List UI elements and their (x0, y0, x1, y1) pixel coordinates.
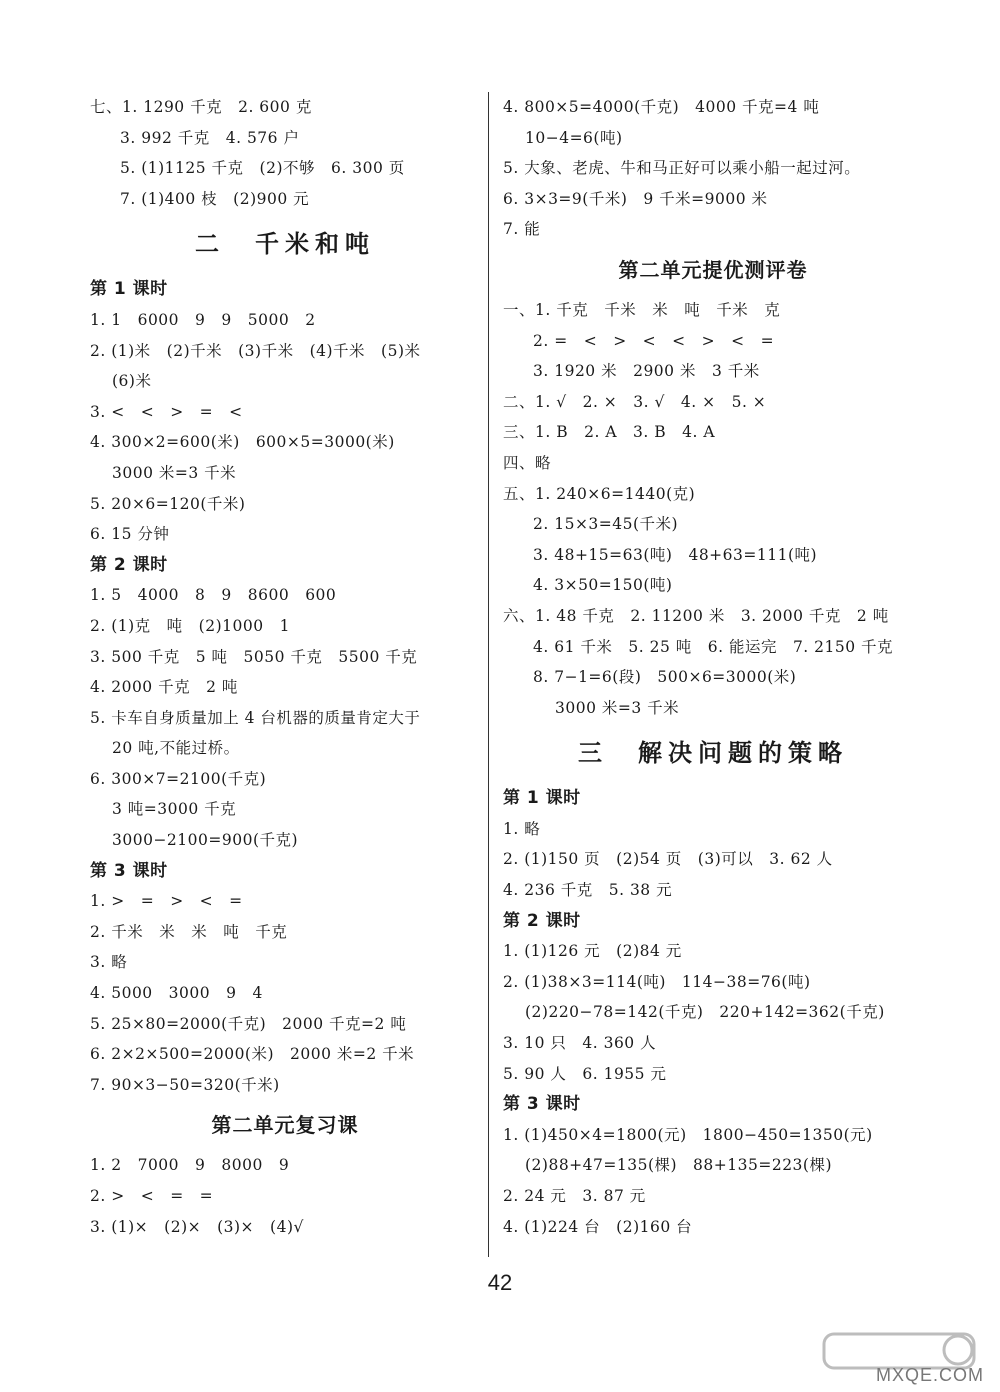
answer-line: 3. (1)× (2)× (3)× (4)√ (90, 1217, 304, 1236)
answer-line: 2. 15×3=45(千米) (533, 515, 679, 534)
lesson-heading: 第 2 课时 (90, 554, 168, 575)
answer-line: 2. (1)米 (2)千米 (3)千米 (4)千米 (5)米 (90, 341, 421, 360)
answer-line: 4. 236 千克 5. 38 元 (503, 881, 673, 900)
answer-line: (6)米 (112, 372, 152, 391)
answer-line: 3 吨=3000 千克 (112, 800, 237, 819)
answer-line: 3. < < > = < (90, 402, 243, 421)
lesson-heading: 第 2 课时 (503, 910, 581, 931)
answer-line: 1. 1 6000 9 9 5000 2 (90, 310, 316, 329)
answer-line: 1. 略 (503, 819, 541, 838)
answer-line: 五、1. 240×6=1440(克) (503, 484, 696, 503)
answer-line: 1. (1)450×4=1800(元) 1800−450=1350(元) (503, 1125, 873, 1144)
answer-line: 6. 300×7=2100(千克) (90, 769, 267, 788)
answer-line: 一、1. 千克 千米 米 吨 千米 克 (503, 300, 781, 319)
watermark-site: MXQE.COM (875, 1365, 984, 1385)
answer-line: 2. (1)克 吨 (2)1000 1 (90, 616, 290, 635)
answer-line: 3000 米=3 千米 (555, 698, 680, 717)
answer-line: 5. 25×80=2000(千克) 2000 千克=2 吨 (90, 1014, 407, 1033)
watermark-logo (820, 1330, 990, 1388)
unit-title: 第二单元复习课 (211, 1113, 359, 1138)
answer-line: 4. 800×5=4000(千克) 4000 千克=4 吨 (503, 98, 820, 116)
answer-line: 4. 61 千米 5. 25 吨 6. 能运完 7. 2150 千克 (533, 637, 894, 656)
section-title: 三 解决问题的策略 (578, 739, 848, 768)
answer-line: 3. 500 千克 5 吨 5050 千克 5500 千克 (90, 647, 418, 666)
answer-line: 二、1. √ 2. × 3. √ 4. × 5. × (503, 392, 767, 411)
answer-line: 4. 300×2=600(米) 600×5=3000(米) (90, 433, 395, 452)
answer-line: 六、1. 48 千克 2. 11200 米 3. 2000 千克 2 吨 (503, 606, 889, 625)
answer-line: 7. 能 (503, 220, 541, 239)
answer-line: 3. 48+15=63(吨) 48+63=111(吨) (533, 545, 818, 564)
right-column (503, 92, 923, 1242)
answer-line: 三、1. B 2. A 3. B 4. A (503, 423, 716, 442)
answer-line: 20 吨,不能过桥。 (112, 739, 240, 758)
answer-line: 5. 大象、老虎、牛和马正好可以乘小船一起过河。 (503, 159, 861, 178)
answer-line: 7. (1)400 枝 (2)900 元 (120, 189, 310, 208)
lesson-heading: 第 1 课时 (503, 788, 581, 809)
answer-line: 5. 卡车自身质量加上 4 台机器的质量肯定大于 (90, 708, 421, 727)
answer-line: 2. 千米 米 米 吨 千克 (90, 922, 288, 941)
answer-line: 6. 3×3=9(千米) 9 千米=9000 米 (503, 189, 768, 208)
answer-line: 10−4=6(吨) (525, 128, 623, 147)
answer-line: 2. = < > < < > < = (533, 331, 775, 350)
answer-line: 4. 2000 千克 2 吨 (90, 678, 238, 697)
answer-line: 4. 3×50=150(吨) (533, 576, 673, 595)
answer-line: 3000−2100=900(千克) (112, 831, 299, 850)
section-title: 二 千米和吨 (195, 230, 375, 259)
answer-line: 6. 2×2×500=2000(米) 2000 米=2 千米 (90, 1045, 415, 1064)
answer-line: 七、1. 1290 千克 2. 600 克 (90, 98, 312, 116)
answer-line: 3. 略 (90, 953, 128, 972)
answer-line: 5. 90 人 6. 1955 元 (503, 1064, 667, 1083)
answer-line: 1. 2 7000 9 8000 9 (90, 1156, 290, 1175)
page-number: 42 (487, 1270, 513, 1295)
answer-line: 1. > = > < = (90, 892, 243, 911)
answer-line: 2. 24 元 3. 87 元 (503, 1187, 646, 1205)
answer-line: 2. > < = = (90, 1187, 214, 1205)
answer-line: 1. 5 4000 8 9 8600 600 (90, 586, 337, 605)
answer-line: 3. 10 只 4. 360 人 (503, 1034, 657, 1053)
answer-line: (2)220−78=142(千克) 220+142=362(千克) (525, 1003, 885, 1022)
answer-line: 7. 90×3−50=320(千米) (90, 1075, 280, 1094)
lesson-heading: 第 3 课时 (90, 860, 168, 881)
answer-line: 4. 5000 3000 9 4 (90, 984, 263, 1003)
lesson-heading: 第 1 课时 (90, 279, 168, 300)
answer-line: 5. (1)1125 千克 (2)不够 6. 300 页 (120, 159, 405, 178)
column-divider (488, 92, 489, 1257)
answer-line: 四、略 (503, 453, 552, 472)
answer-line: 3. 1920 米 2900 米 3 千米 (533, 362, 760, 381)
answer-line: 1. (1)126 元 (2)84 元 (503, 942, 682, 961)
left-column (90, 92, 480, 1242)
answer-line: 2. (1)38×3=114(吨) 114−38=76(吨) (503, 972, 811, 991)
answer-line: 5. 20×6=120(千米) (90, 494, 246, 513)
answer-line: 3. 992 千克 4. 576 户 (120, 128, 300, 147)
unit-title: 第二单元提优测评卷 (618, 257, 808, 282)
answer-line: 4. (1)224 台 (2)160 台 (503, 1217, 693, 1236)
answer-line: 2. (1)150 页 (2)54 页 (3)可以 3. 62 人 (503, 850, 833, 869)
answer-line: 8. 7−1=6(段) 500×6=3000(米) (533, 668, 797, 687)
lesson-heading: 第 3 课时 (503, 1094, 581, 1115)
answer-line: 6. 15 分钟 (90, 525, 170, 544)
answer-line: (2)88+47=135(棵) 88+135=223(棵) (525, 1156, 833, 1175)
answer-line: 3000 米=3 千米 (112, 463, 237, 482)
